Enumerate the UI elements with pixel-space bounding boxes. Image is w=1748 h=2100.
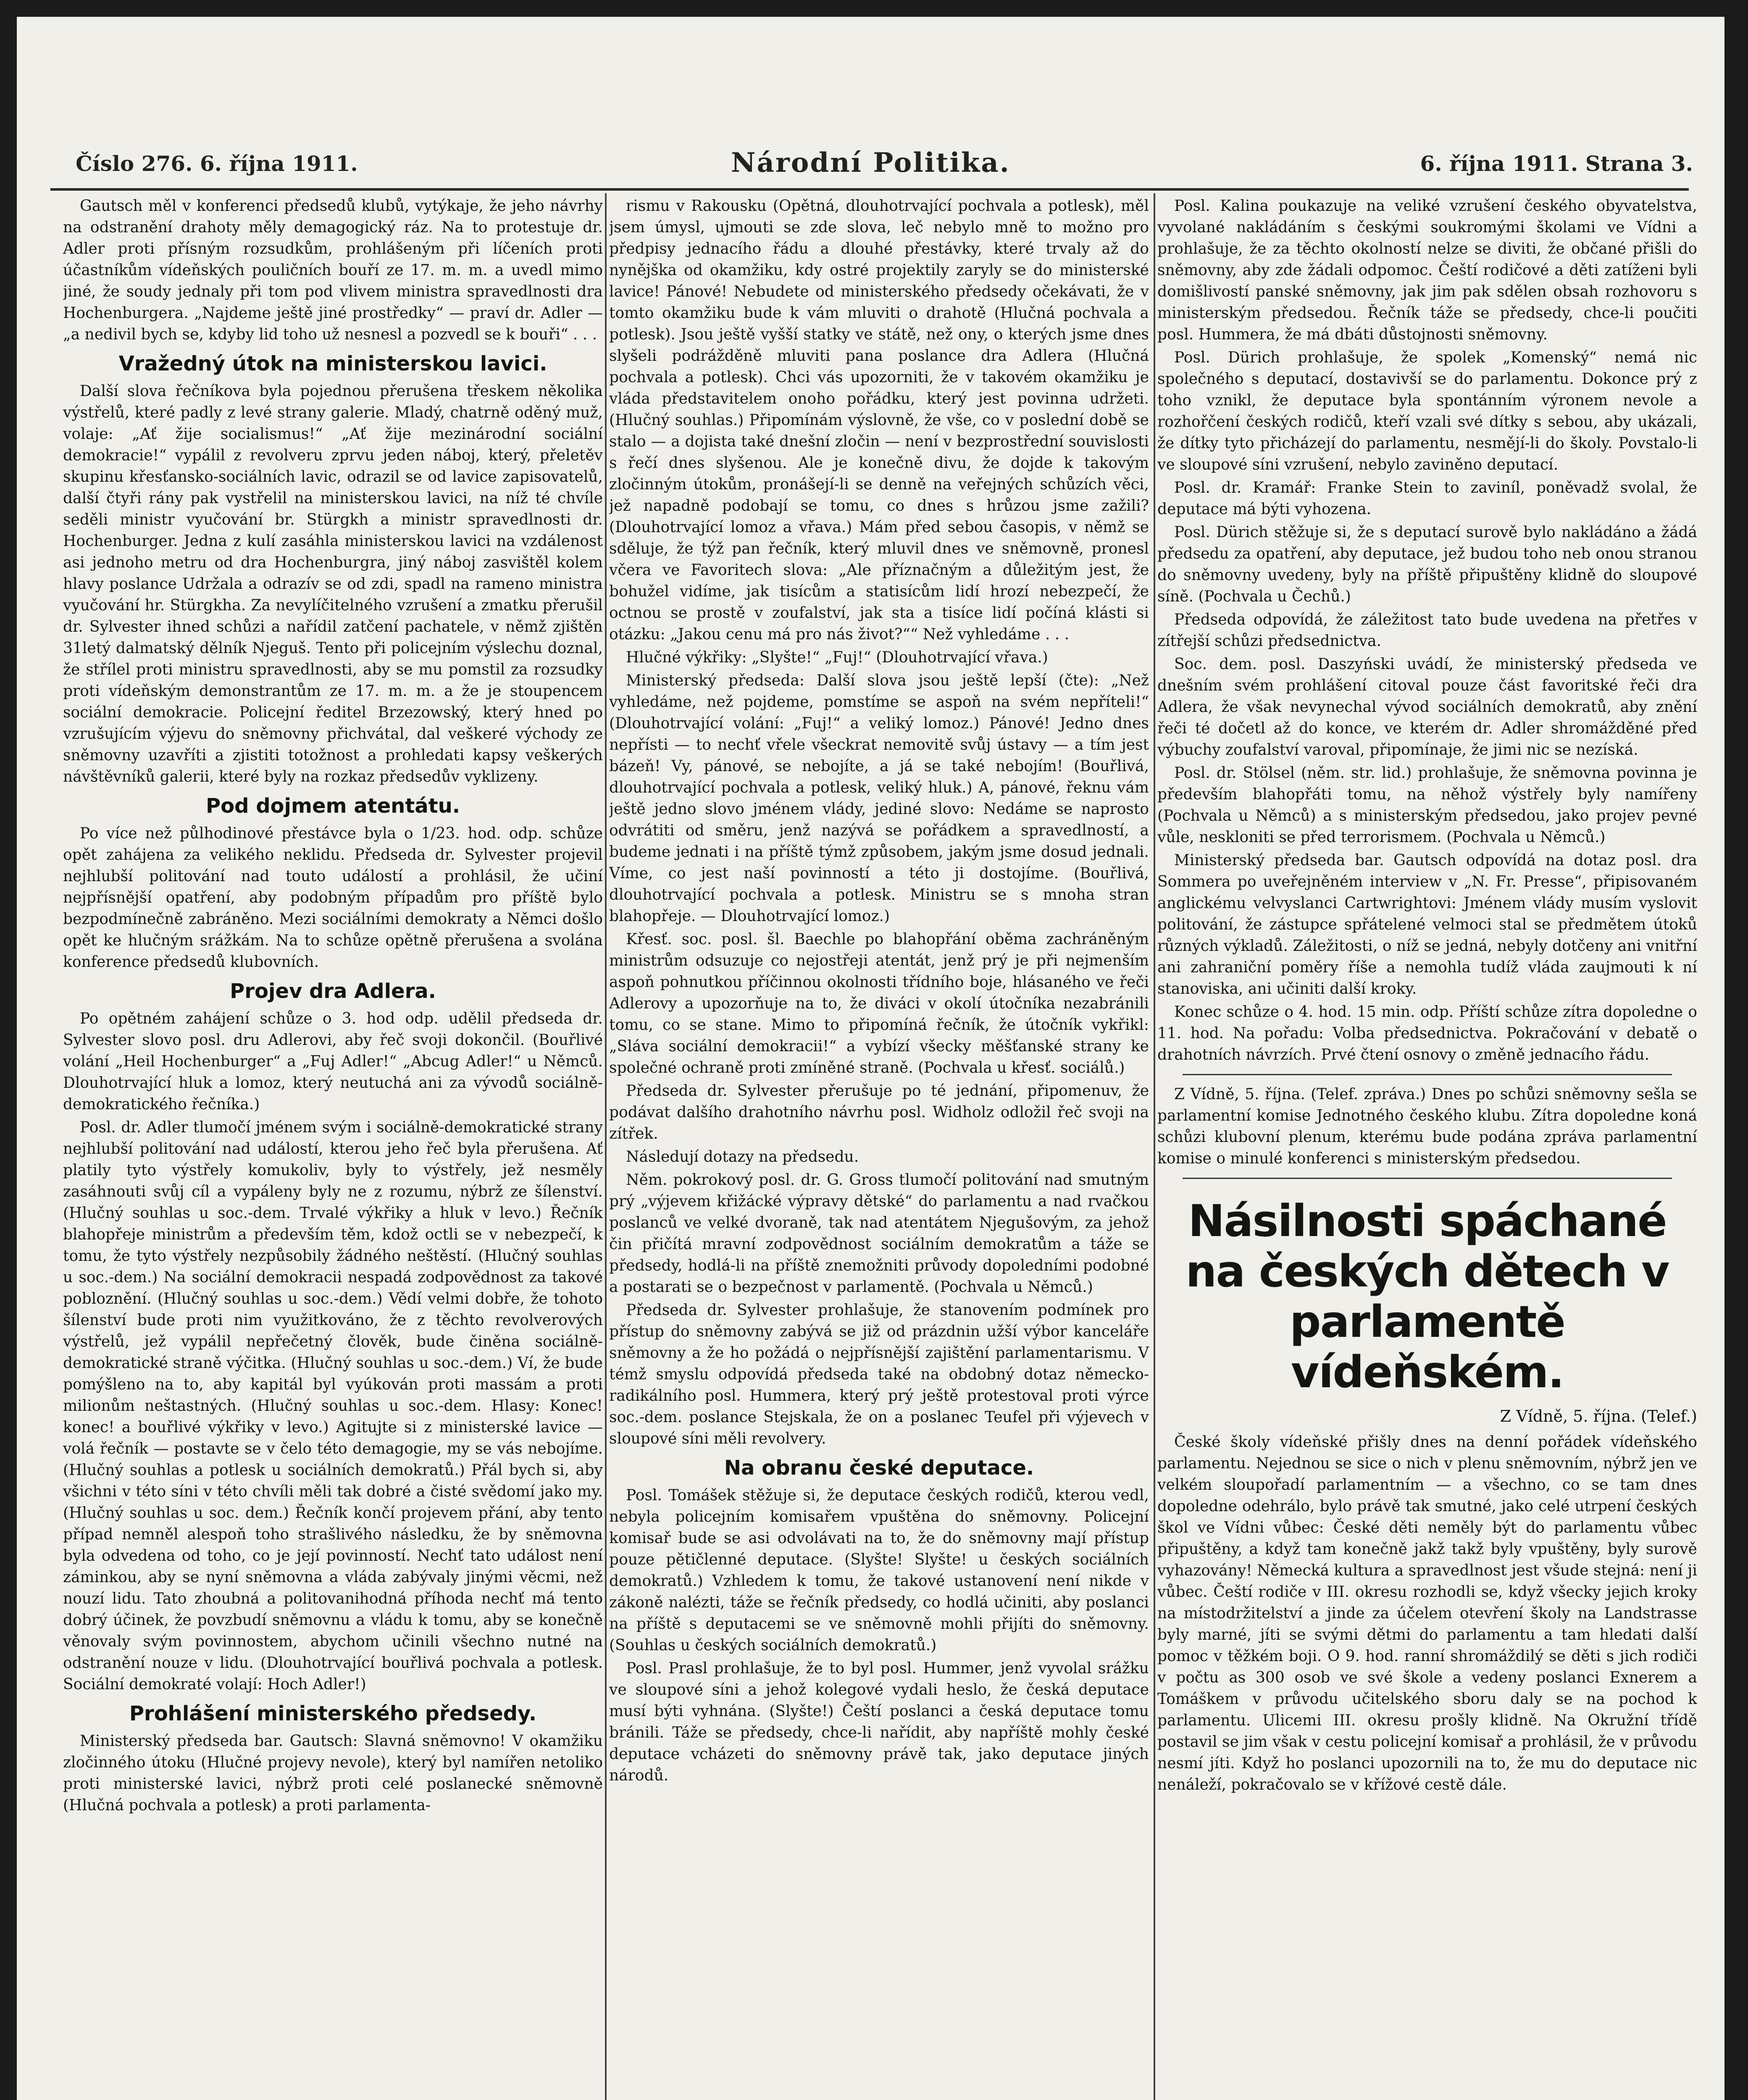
paragraph: Předseda dr. Sylvester přerušuje po té jednání, připomenuv, že podávat dalšího drahotního návrhu posl. Widholz odložil řeč svoji na zítřek. xyxy=(609,1082,1149,1142)
article-separator xyxy=(1183,1178,1672,1179)
header-rule xyxy=(50,188,1689,191)
paragraph: Ministerský předseda bar. Gautsch: Slavná sněmovno! V okamžiku zločinného útoku (Hlučné projevy nevole), který byl namířen netoliko proti ministerské lavici, nýbrž proti celé poslanecké sněmovně (Hlučná pochvala a potlesk) a proti parlamenta- xyxy=(63,1732,603,1814)
paragraph: Posl. Kalina poukazuje na veliké vzrušení českého obyvatelstva, vyvolané nakládáním s českými soukromými školami ve Vídni a prohlašuje, že za těchto okolností nelze se diviti, že občané přišli do sněmovny, aby zde žádali odpomoc. Čeští rodičové a děti zatíženi byli domišlivostí panské sněmovny, jak jim pak sdělen obsah rozhovoru s ministerským předsedou. Řečník táže se předsedy, chce-li poučiti posl. Hummera, že má dbáti důstojnosti sněmovny. xyxy=(1157,197,1697,343)
paragraph: Následují dotazy na předsedu. xyxy=(626,1148,859,1166)
header-masthead: Národní Politika. xyxy=(731,147,1010,178)
paragraph: Konec schůze o 4. hod. 15 min. odp. Příští schůze zítra dopoledne o 11. hod. Na pořadu: Volba předsednictva. Pokračování v debatě o drahotních návrzích. Prvé čtení osnovy o změně jednacího řádu. xyxy=(1157,1003,1697,1063)
paragraph: Posl. Dürich stěžuje si, že s deputací surově bylo nakládáno a žádá předsedu za opatření, aby deputace, jež budou toho neb onou stranou do sněmovny uvedeny, byly na příště připuštěny klidně do sloupové síně. (Pochvala u Čechů.) xyxy=(1157,524,1697,605)
article-headline: Násilnosti spáchané na českých dětech v parlamentě vídeňském. xyxy=(1185,1195,1669,1398)
column-3 xyxy=(1157,195,1697,2100)
paragraph: rismu v Rakousku (Opětná, dlouhotrvající pochvala a potlesk), měl jsem úmysl, ujmouti se zde slova, leč nebylo mně to možno pro předpisy jednacího řádu a dlouhé přestávky, které trvaly až do nynějška od okamžiku, kdy ostré projektily zaryly se do ministerské lavice! Pánové! Nebudete od ministerského předsedy očekávati, že v tomto okamžiku bude k vám mluviti o drahotě (Hlučná pochvala a potlesk). Jsou ještě vyšší statky ve státě, než ony, o kterých jsme dnes slyšeli podrážděně mluviti pana poslance dra Adlera (Hlučná pochvala a potlesk). Chci vás upozorniti, že v takovém okamžiku je vláda představitelem onoho pořádku, který jest povinna udržeti. (Hlučný souhlas.) Připomínám výslovně, že vše, co v poslední době se stalo — a dojista také dnešní zločin — není v bezprostřední souvislosti s řečí dnes slyšenou. Ale je konečně divu, že dojde k takovým zločinným útokům, pronášejí-li se denně na veřejných schůzích věci, jež napadně podobají se tomu, co dnes s hrůzou jsme zažili? (Dlouhotrvající lomoz a vřava.) Mám před sebou časopis, v němž se sděluje, že týž pan řečník, který mluvil dnes ve sněmovně, pronesl včera ve Favoritech slova: „Ale příznačným a důležitým jest, že bohužel vidíme, jak tisícům a statisícům lidí hrozí nebezpečí, že octnou se prostě v zoufalství, jak sta a tisíce lidí počíná klásti si otázku: „Jakou cenu má pro nás život?““ Než vyhledáme . . . xyxy=(609,197,1149,643)
paragraph: Soc. dem. posl. Daszyński uvádí, že ministerský předseda ve dnešním svém prohlášení citoval pouze část favoritské řeči dra Adlera, že však nevynechal vývod sociálních demokratů, aby znění řeči té dočetl až do konce, ve kterém dr. Adler shromážděné před výbuchy zoufalství varoval, připomínaje, že jimi nic se nezíská. xyxy=(1157,656,1697,759)
dateline: Z Vídně, 5. října. (Telef.) xyxy=(1500,1407,1697,1425)
page-header xyxy=(42,143,1706,189)
section-heading: Vražedný útok na ministerskou lavici. xyxy=(118,352,547,375)
column-rule-1 xyxy=(605,193,607,2100)
paragraph: Po více než půlhodinové přestávce byla o 1/23. hod. odp. schůze opět zahájena za velikého neklidu. Předseda dr. Sylvester projevil nejhlubší politování nad touto událostí a prohlásil, že učiní nejpřísnější opatření, aby podobným případům pro příště bylo bezpodmínečně zabráněno. Mezi sociálními demokraty a Němci došlo opět ke hlučným srážkám. Na to schůze opětně přerušena a svolána konference předsedů klubovních. xyxy=(63,825,603,971)
article-separator xyxy=(1183,1074,1672,1075)
section-heading: Pod dojmem atentátu. xyxy=(205,794,460,818)
paragraph: Ministerský předseda bar. Gautsch odpovídá na dotaz posl. dra Sommera po uveřejněném interview v „N. Fr. Presse“, připisovaném anglickému velvyslanci Cartwrightovi: Jménem vlády musím vyslovit politování, že zástupce spřátelené velmoci stal se předmětem útoků různých výkladů. Záležitosti, o níž se jedná, nebyly dotčeny ani vnitřní ani zahraniční poměry říše a nemohla tudíž vláda zaujmouti k ní stanoviska, ani učiniti další kroky. xyxy=(1157,852,1697,998)
paragraph: Hlučné výkřiky: „Slyšte!“ „Fuj!“ (Dlouhotrvající vřava.) xyxy=(626,649,1048,666)
column-2 xyxy=(609,195,1149,2100)
paragraph: Po opětném zahájení schůze o 3. hod odp. udělil předseda dr. Sylvester slovo posl. dru Adlerovi, aby řeč svoji dokončil. (Bouřlivé volání „Heil Hochenburger“ a „Fuj Adler!“ „Abcug Adler!“ u Němců. Dlouhotrvající hluk a lomoz, který neutuchá ani za vývodů sociálně-demokratického řečníka.) xyxy=(63,1010,603,1113)
paragraph: Posl. dr. Stölsel (něm. str. lid.) prohlašuje, že sněmovna povinna je především blahopřáti tomu, na něhož výstřely byly namířeny (Pochvala u Němců) a s ministerským předsedou, jako projev pevné vůle, neskloniti se před terrorismem. (Pochvala u Němců.) xyxy=(1157,764,1697,846)
paragraph: Posl. dr. Adler tlumočí jménem svým i sociálně-demokratické strany nejhlubší politování nad událostí, kterou jeho řeč byla přerušena. Ať platily tyto výstřely komukoliv, byly to výstřely, jež nesměly zasáhnouti svůj cíl a vypáleny byly ne z rozumu, nýbrž ze šílenství. (Hlučný souhlas u soc.-dem. Trvalé výkřiky a hluk v levo.) Řečník blahopřeje ministrům a především těm, kdož octli se v nebezpečí, k tomu, že tyto výstřely nezpůsobily žádného neštěstí. (Hlučný souhlas u soc.-dem.) Na sociální demokracii nespadá zodpovědnost za takové pobloznění. (Hlučný souhlas u soc.-dem.) Vědí velmi dobře, že tohoto šílenství bude proti nim využitkováno, že z těchto revolverových výstřelů, jež vypálil nepřečetný člověk, bude činěna sociálně-demokratické straně výčitka. (Hlučný souhlas u soc.-dem.) Ví, že bude pomýšleno na to, aby kapitál byl vyúkován proti massám a proti milionům neštastných. (Hlučný souhlas u soc.-dem. Hlasy: Konec! konec! a bouřlivé výkřiky v levo.) Agitujte si z ministerské lavice — volá řečník — postavte se v čelo této demagogie, my se vás nebojíme. (Hlučný souhlas a potlesk u sociálních demokratů.) Přál bych si, aby všichni v této síni v této chvíli měli tak dobré a čisté svědomí jako my. (Hlučný souhlas u soc. dem.) Řečník končí projevem přání, aby tento případ nemněl alespoň toho strašlivého následku, že by sněmovna byla odvedena od toho, co je její povinností. Nechť tato událost není záminkou, aby se nyní sněmovna a vláda zabývaly jinými věcmi, než nouzí lidu. Tato zhoubná a politovanihodná příhoda nechť má tento dobrý účinek, že povzbudí sněmovnu a vládu k tomu, aby se konečně věnovaly svým povinnostem, abychom učinili všechno nutné na odstranění nouze v lidu. (Dlouhotrvající bouřlivá pochvala a potlesk. Sociální demokraté volají: Hoch Adler!) xyxy=(63,1119,603,1693)
section-heading: Na obranu české deputace. xyxy=(724,1456,1034,1480)
paragraph: Z Vídně, 5. října. (Telef. zpráva.) Dnes po schůzi sněmovny sešla se parlamentní komise Jednotného českého klubu. Zítra dopoledne koná schůzi klubovní plenum, kterému bude podána zpráva parlamentní komise o minulé konferenci s ministerským předsedou. xyxy=(1157,1086,1697,1167)
section-heading: Prohlášení ministerského předsedy. xyxy=(129,1702,537,1725)
header-issue: Číslo 276. 6. října 1911. xyxy=(76,151,358,176)
paragraph: Předseda odpovídá, že záležitost tato bude uvedena na přetřes v zítřejší schůzi předsednictva. xyxy=(1157,611,1697,650)
paragraph: Další slova řečníkova byla pojednou přerušena třeskem několika výstřelů, které padly z levé strany galerie. Mladý, chatrně oděný muž, volaje: „Ať žije socialismus!“ „Ať žije mezinárodní sociální demokracie!“ vypálil z revolveru zprvu jeden náboj, který, přeletěv skupinu křesťansko-sociálních lavic, odrazil se od lavice zapisovatelů, další čtyři rány pak vystřelil na ministerskou lavici, na níž té chvíle seděli ministr vyučování br. Stürgkh a ministr spravedlnosti dr. Hochenburger. Jedna z kulí zasáhla ministerskou lavici na vzdálenost asi jednoho metru od dra Hochenburgra, jiný náboj zasvištěl kolem hlavy poslance Udržala a odrazív se od zdi, spadl na rameno ministra vyučování hr. Stürgkha. Za nevylíčitelného vzrušení a zmatku přerušil dr. Sylvester ihned schůzi a nařídil zatčení pachatele, v němž zjištěn 31letý dalmatský dělník Njeguš. Tento při policejním výslechu doznal, že střílel proti ministru spravedlnosti, aby se mu pomstil za rozsudky proti vídeňským demonstrantům ze 17. m. m. a že je stoupencem sociální demokracie. Policejní ředitel Brzezowský, který hned po vzrušujícím výjevu do sněmovny přichvátal, dal veškeré východy ze sněmovny uzavříti a zjistiti totožnost a prohledati kapsy veškerých návštěvníků galerii, které byly na rozkaz předsedův vyklizeny. xyxy=(63,383,603,785)
paragraph: Posl. Dürich prohlašuje, že spolek „Komenský“ nemá nic společného s deputací, dostavivší se do parlamentu. Dokonce prý z toho vznikl, že deputace byla spontánním výronem nevole a rozhořčení českých rodičů, kteří vzali své dítky s sebou, aby ukázali, že dítky tyto přicházejí do parlamentu, nesmějí-li do školy. Povstalo-li ve sloupové síni vzrušení, nebylo zaviněno deputací. xyxy=(1157,349,1697,473)
paragraph: Gautsch měl v konferenci předsedů klubů, vytýkaje, že jeho návrhy na odstranění drahoty měly demagogický ráz. Na to protestuje dr. Adler proti přísným rozsudkům, prohlášeným při líčeních proti účastníkům vídeňských pouličních bouří ze 17. m. m. a uvedl mimo jiné, že soudy jednaly při tom pod vlivem ministra spravedlnosti dra Hochenburgera. „Najdeme ještě jiné prostředky“ — praví dr. Adler — „a nedivil bych se, kdyby lid toho už nesnesl a pozvedl se k bouři“ . . . xyxy=(63,197,603,343)
paragraph: Posl. Prasl prohlašuje, že to byl posl. Hummer, jenž vyvolal srážku ve sloupové síni a jehož kolegové vydali heslo, že česká deputace musí býti vyhnána. (Slyšte!) Čeští poslanci a česká deputace tomu bránili. Táže se předsedy, chce-li nařídit, aby napříště mohly české deputace vcházeti do sněmovny právě tak, jako deputace jiných národů. xyxy=(609,1660,1149,1784)
paragraph: Křesť. soc. posl. šl. Baechle po blahopřání oběma zachráněným ministrům odsuzuje co nejostřeji atentát, jenž prý je při nejmenším aspoň pohnutkou příčinnou okolnosti třídního boje, hlásaného ve řeči Adlerovy a upozorňuje na to, že diváci v okolí útočníka nezabránili tomu, co se stane. Mimo to připomíná řečník, že útočník vykřikl: „Sláva sociální demokracii!“ a vybízí všecky měšťanské strany ke společné ochraně proti zmíněné straně. (Pochvala u křesť. sociálů.) xyxy=(609,931,1149,1076)
paragraph: České školy vídeňské přišly dnes na denní pořádek vídeňského parlamentu. Nejednou se sice o nich v plenu sněmovním, nýbrž jen ve velkém sloupořadí parlamentním — a všechno, co se tam dnes dopoledne odehrálo, bylo právě tak smutné, jako celé utrpení českých škol ve Vídni vůbec: České děti neměly být do parlamentu vůbec připuštěny, a když tam konečně jakž takž byly vpuštěny, byly surově vyhazovány! Německá kultura a spravedlnost jest všude stejná: není ji vůbec. Čeští rodiče v III. okresu rozhodli se, když všecky jejich kroky na místodržitelství a jinde za účelem otevření školy na Landstrasse byly marné, jíti se svými dětmi do parlamentu a tam hledati další pomoc v těžkém boji. O 9. hod. ranní shromáždilý se děti s jich rodiči v počtu as 300 osob ve své škole a vedeny poslanci Exnerem a Tomáškem v průvodu učitelského sboru daly se na pochod k parlamentu. Ulicemi III. okresu prošly klidně. Na Okružní třídě postavil se jim však v cestu policejní komisař a prohlásil, že v průvodu nesmí jíti. Když ho poslanci upozornili na to, že mu do deputace nic nenáleží, pokračovalo se v křížové cestě dále. xyxy=(1157,1433,1697,1793)
column-rule-2 xyxy=(1154,193,1155,2100)
section-heading: Projev dra Adlera. xyxy=(230,979,436,1003)
column-1 xyxy=(63,195,603,2100)
paragraph: Posl. dr. Kramář: Franke Stein to zaviníl, poněvadž svolal, že deputace má býti vyhozena. xyxy=(1157,479,1697,518)
paragraph: Něm. pokrokový posl. dr. G. Gross tlumočí politování nad smutným prý „výjevem křižácké výpravy dětské“ do parlamentu a nad rvačkou poslanců ve velké dvoraně, tak nad atentátem Njegušovým, za jehož čin přičítá mravní zodpovědnost sociálním demokratům a táže se předsedy, hodlá-li na příště znemožniti průvody dopoledními podobné a postarati se o bezpečnost v parlamentě. (Pochvala u Němců.) xyxy=(609,1171,1149,1296)
newspaper-page xyxy=(17,17,1724,2100)
paragraph: Předseda dr. Sylvester prohlašuje, že stanovením podmínek pro přístup do sněmovny zabývá se již od prázdnin užší výbor kanceláře sněmovny a že ho požádá o nejpřísnější zajištění parlamentarismu. V témž smyslu odpovídá předseda také na obdobný dotaz německo-radikálního posl. Hummera, který prý ještě protestoval proti výrce soc.-dem. poslance Stejskala, že on a poslanec Teufel při výjevech v sloupové síni měli revolvery. xyxy=(609,1302,1149,1447)
paragraph: Ministerský předseda: Další slova jsou ještě lepší (čte): „Než vyhledáme, než pojdeme, pomstíme se aspoň na svém nepříteli!“ (Dlouhotrvající volání: „Fuj!“ a veliký lomoz.) Pánové! Jedno dnes nepřísti — to nechť vřele všeckrat nemovitě svůj ústavy — a tím jest bázeň! Vy, pánové, se nebojíte, a já se také nebojím! (Bouřlivá, dlouhotrvající pochvala a potlesk, veliký hluk.) A, pánové, řeknu vám ještě jedno slovo jménem vlády, jediné slovo: Nedáme se naprosto odvrátiti od směru, jenž nazývá se pořádkem a spravedlností, a budeme jednati i na příště týmž způsobem, jakým jsme dosud jednali. Víme, co jest naší povinností a této ji dostojíme. (Bouřlivá, dlouhotrvající pochvala a potlesk. Ministru se s mnoha stran blahopřeje. — Dlouhotrvající lomoz.) xyxy=(609,672,1149,925)
header-page-number: 6. října 1911. Strana 3. xyxy=(1420,151,1693,176)
paragraph: Posl. Tomášek stěžuje si, že deputace českých rodičů, kterou vedl, nebyla policejním komisařem vpuštěna do sněmovny. Policejní komisař bude se asi odvolávati na to, že do sněmovny mají přístup pouze pětičlenné deputace. (Slyšte! Slyšte! u českých sociálních demokratů.) Vzhledem k tomu, že takové ustanovení není nikde v zákoně nalézti, táže se řečník předsedy, co hodlá učiniti, aby poslanci na příště s deputacemi se ve sněmovně mohli přijíti do sněmovny. (Souhlas u českých sociálních demokratů.) xyxy=(609,1487,1149,1654)
